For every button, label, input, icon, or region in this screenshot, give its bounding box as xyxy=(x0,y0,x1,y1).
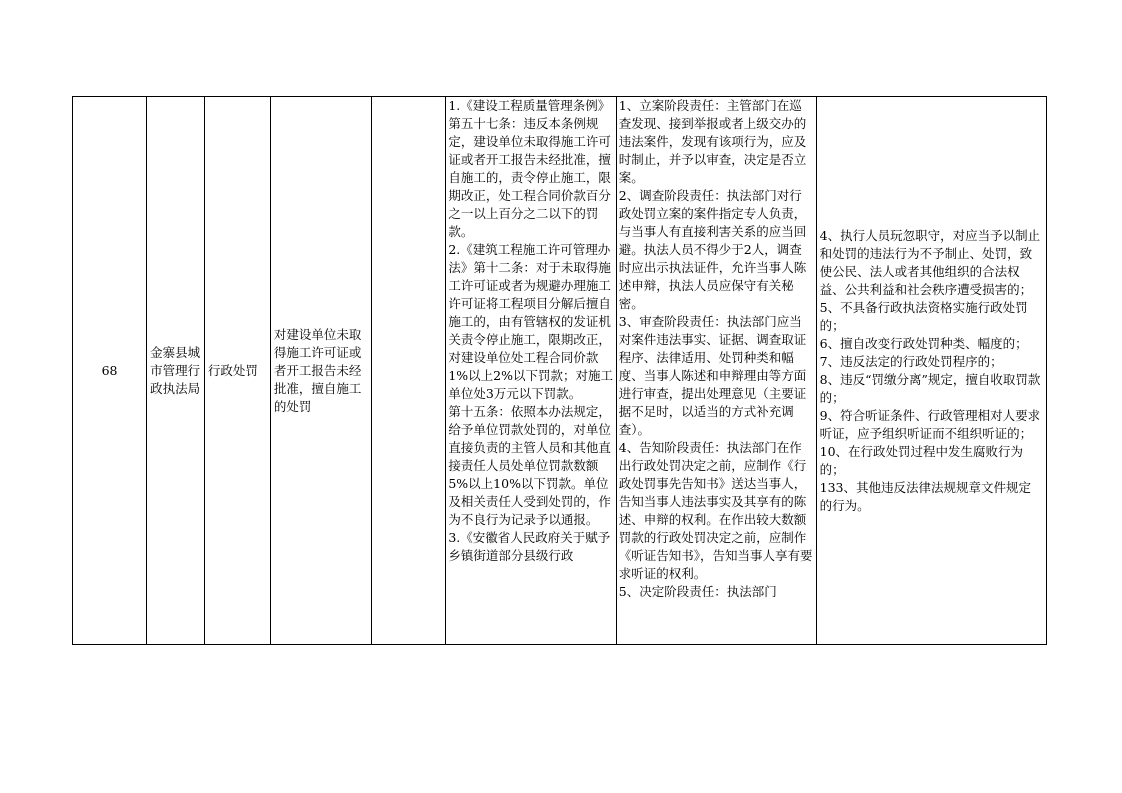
legal-basis-cell xyxy=(446,97,616,645)
accountability-cell xyxy=(816,97,1046,645)
row-number-cell xyxy=(73,97,147,645)
item-cell xyxy=(270,97,371,645)
category-cell xyxy=(204,97,270,645)
power-item-name: 对建设单位未取得施工许可证或者开工报告未经批准，擅自施工的处罚 xyxy=(273,326,362,414)
blank-cell xyxy=(372,97,446,645)
power-list-table xyxy=(72,96,1047,645)
responsibility-text: 1、立案阶段责任：主管部门在巡查发现、接到举报或者上级交办的违法案件，发现有该项行为，应及时制止，并予以审查，决定是否立案。 2、调查阶段责任：执法部门对行政处罚立案的案件指定专人负责，与当事人有直接利害关系的应当回避。执法人员不得少于2人，调查时应出示执法证件，允许当事人陈述申辩，执法人员应保守有关秘密。 3、审查阶段责任：执法部门应当对案件违法事实、证据、调查取证程序、法律适用、处罚种类和幅度、当事人陈述和申辩理由等方面进行审查，提出处理意见（主要证据不足时，以适当的方式补充调查）。 4、告知阶段责任：执法部门在作出行政处罚决定之前，应制作《行政处罚事先告知书》送达当事人，告知当事人违法事实及其享有的陈述、申辩的权利。在作出较大数额罚款的行政处罚决定之前，应制作《听证告知书》，告知当事人享有要求听证的权利。 5、决定阶段责任：执法部门 xyxy=(618,98,813,599)
power-category: 行政处罚 xyxy=(207,362,258,378)
table-row xyxy=(73,97,1047,645)
accountability-text: 4、执行人员玩忽职守，对应当予以制止和处罚的违法行为不予制止、处罚，致使公民、法人或者其他组织的合法权益、公共利益和社会秩序遭受损害的； 5、不具备行政执法资格实施行政处罚的； 6、擅自改变行政处罚种类、幅度的； 7、违反法定的行政处罚程序的； 8、违反“罚缴分离”规定，擅自收取罚款的； 9、符合听证条件、行政管理相对人要求听证，应予组织听证而不组织听证的； 10、在行政处罚过程中发生腐败行为的； 133、其他违反法律法规规章文件规定的行为。 xyxy=(819,227,1041,513)
legal-basis-text: 1.《建设工程质量管理条例》第五十七条：违反本条例规定，建设单位未取得施工许可证或者开工报告未经批准，擅自施工的，责令停止施工，限期改正，处工程合同价款百分之一以上百分之二以下的罚款。 2.《建筑工程施工许可管理办法》第十二条：对于未取得施工许可证或者为规避办理施工许可证将工程项目分解后擅自施工的，由有管辖权的发证机关责令停止施工，限期改正，对建设单位处工程合同价款1%以上2%以下罚款；对施工单位处3万元以下罚款。 第十五条：依照本办法规定，给予单位罚款处罚的，对单位直接负责的主管人员和其他直接责任人员处单位罚款数额5%以上10%以下罚款。单位及相关责任人受到处罚的，作为不良行为记录予以通报。 3.《安徽省人民政府关于赋予乡镇街道部分县级行政 xyxy=(448,98,614,563)
responsibility-cell xyxy=(616,97,816,645)
department-name: 金寨县城市管理行政执法局 xyxy=(150,344,201,396)
department-cell xyxy=(147,97,205,645)
row-number: 68 xyxy=(101,362,118,378)
